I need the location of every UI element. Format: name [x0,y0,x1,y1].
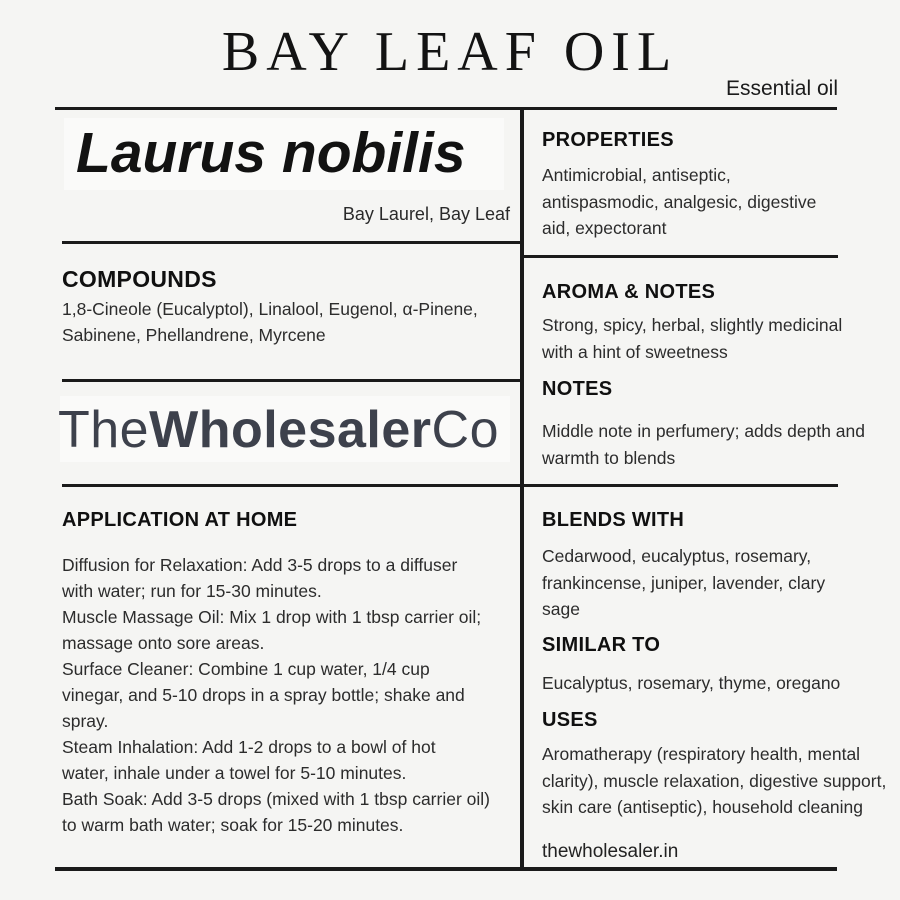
divider-top [55,107,837,110]
uses-line: skin care (antiseptic), household cleaning [542,797,864,817]
application-line: Surface Cleaner: Combine 1 cup water, 1/4 cup [62,659,430,679]
aroma-line: with a hint of sweetness [542,341,728,362]
brand-logo-the: The [58,401,150,459]
uses-line: Aromatherapy (respiratory health, mental [542,744,861,764]
application-line: Steam Inhalation: Add 1-2 drops to a bowl of hot [62,737,436,757]
application-heading: APPLICATION AT HOME [62,509,298,531]
blends-with-text [542,543,825,623]
product-type-label: Essential oil [725,77,838,100]
compounds-line: Sabinene, Phellandrene, Myrcene [62,325,326,345]
compounds-line: 1,8-Cineole (Eucalyptol), Linalool, Eugenol, α-Pinene, [62,299,478,319]
uses-line: clarity), muscle relaxation, digestive support, [542,770,887,791]
properties-line: antispasmodic, analgesic, digestive [542,191,817,212]
blends-with-line: frankincense, juniper, lavender, clary [542,572,826,593]
similar-to-line: Eucalyptus, rosemary, thyme, oregano [542,673,841,693]
divider-bottom [55,867,837,871]
blends-with-line: sage [542,599,580,619]
blends-with-heading: BLENDS WITH [542,509,685,531]
application-line: to warm bath water; soak for 15-20 minutes. [62,815,404,835]
properties-text [542,162,816,242]
divider-left-above-logo [62,379,520,382]
similar-to-heading: SIMILAR TO [542,634,661,656]
application-line: water, inhale under a towel for 5-10 minutes. [62,763,407,783]
aroma-line: Strong, spicy, herbal, slightly medicinal [542,315,843,335]
blends-with-line: Cedarwood, eucalyptus, rosemary, [542,546,812,566]
notes-text [542,418,865,471]
common-names: Bay Laurel, Bay Leaf [342,204,510,224]
botanical-name: Laurus nobilis [76,121,466,185]
notes-line: Middle note in perfumery; adds depth and [542,421,865,441]
brand-logo-co: Co [431,401,500,459]
application-line: Bath Soak: Add 3-5 drops (mixed with 1 tbsp carrier oil) [62,789,490,809]
brand-logo [58,400,499,460]
uses-text [542,741,886,821]
properties-line: aid, expectorant [542,218,667,238]
compounds-text [62,296,478,348]
brand-logo-wholesaler: Wholesaler [149,401,432,459]
properties-line: Antimicrobial, antiseptic, [542,165,731,185]
page-title: BAY LEAF OIL [221,21,679,83]
application-line: spray. [62,711,109,731]
divider-middle [62,484,838,487]
application-line: vinegar, and 5-10 drops in a spray bottle; shake and [62,685,465,705]
application-text [62,552,490,838]
similar-to-text [542,670,840,696]
application-line: massage onto sore areas. [62,633,265,653]
aroma-heading: AROMA & NOTES [542,281,716,303]
application-line: Muscle Massage Oil: Mix 1 drop with 1 tbsp carrier oil; [62,607,482,627]
application-line: with water; run for 15-30 minutes. [62,581,322,601]
divider-right-under-properties [520,255,838,258]
divider-left-under-names [62,241,520,244]
notes-line: warmth to blends [542,447,676,468]
properties-heading: PROPERTIES [542,129,674,151]
aroma-text [542,312,842,365]
uses-heading: USES [542,709,598,731]
application-line: Diffusion for Relaxation: Add 3-5 drops to a diffuser [62,555,458,575]
compounds-heading: COMPOUNDS [62,266,217,292]
website-text: thewholesaler.in [542,841,679,862]
notes-heading: NOTES [542,378,613,400]
divider-vertical [520,107,524,871]
